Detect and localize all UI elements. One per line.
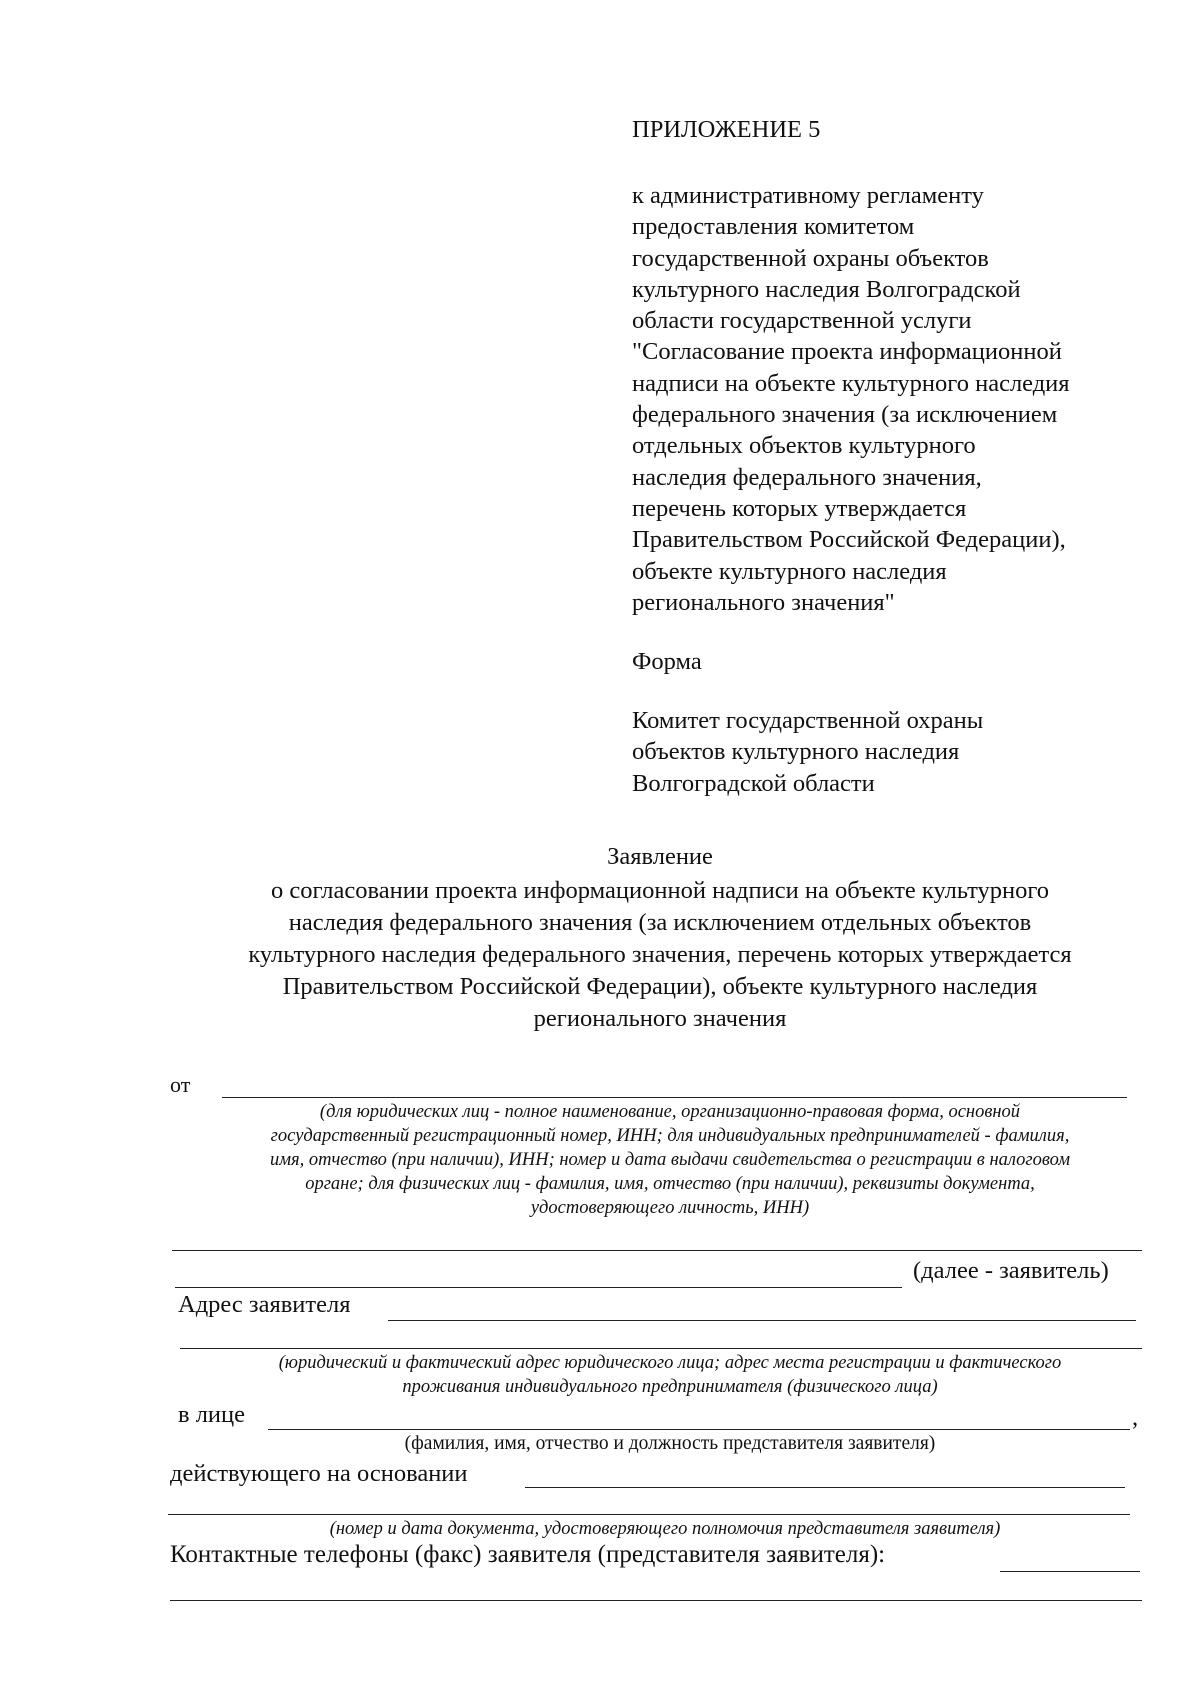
represented-input-line[interactable] xyxy=(268,1429,1130,1430)
applicant-suffix: (далее - заявитель) xyxy=(913,1257,1109,1284)
form-label: Форма xyxy=(632,648,702,675)
phones-label: Контактные телефоны (факс) заявителя (представителя заявителя): xyxy=(170,1541,886,1568)
hint-line: удостоверяющего личность, ИНН) xyxy=(530,1198,810,1218)
appendix-description xyxy=(632,180,1192,618)
from-hint xyxy=(150,1100,1190,1220)
from-label: от xyxy=(170,1072,191,1097)
address-input-line-2[interactable] xyxy=(180,1348,1142,1349)
subtitle-line: культурного наследия федерального значения, перечень которых утверждается xyxy=(248,941,1072,968)
application-title: Заявление xyxy=(607,843,713,870)
appendix-line: отдельных объектов культурного xyxy=(632,432,976,460)
basis-hint: (номер и дата документа, удостоверяющего полномочия представителя заявителя) xyxy=(329,1519,1001,1539)
appendix-line: перечень которых утверждается xyxy=(632,494,967,522)
subtitle-line: Правительством Российской Федерации), объекте культурного наследия xyxy=(282,973,1038,1000)
recipient-line: Волгоградской области xyxy=(632,769,875,797)
basis-input-line-1[interactable] xyxy=(525,1487,1125,1488)
appendix-line: государственной охраны объектов xyxy=(632,244,989,272)
appendix-line: "Согласование проекта информационной xyxy=(632,338,1062,366)
appendix-line: культурного наследия Волгоградской xyxy=(632,275,1021,303)
applicant-input-line-2[interactable] xyxy=(175,1287,902,1288)
basis-label: действующего на основании xyxy=(170,1460,468,1487)
address-label: Адрес заявителя xyxy=(178,1291,351,1318)
phones-input-line-1[interactable] xyxy=(1000,1571,1140,1572)
applicant-input-line-1[interactable] xyxy=(172,1250,1142,1251)
appendix-line: к административному регламенту xyxy=(632,182,984,209)
represented-label: в лице xyxy=(178,1401,246,1428)
appendix-line: объекте культурного наследия xyxy=(632,557,947,585)
address-hint xyxy=(150,1351,1190,1399)
appendix-line: регионального значения" xyxy=(632,588,895,616)
subtitle-line: регионального значения xyxy=(533,1005,787,1032)
appendix-heading: ПРИЛОЖЕНИЕ 5 xyxy=(632,116,821,143)
phones-input-line-2[interactable] xyxy=(170,1600,1142,1601)
basis-input-line-2[interactable] xyxy=(168,1514,1130,1515)
hint-line: имя, отчество (при наличии), ИНН; номер и дата выдачи свидетельства о регистрации в налоговом xyxy=(269,1150,1071,1170)
appendix-line: Правительством Российской Федерации), xyxy=(632,526,1066,554)
hint-line: проживания индивидуального предпринимателя (физического лица) xyxy=(402,1377,938,1397)
appendix-line: предоставления комитетом xyxy=(632,213,915,241)
appendix-line: области государственной услуги xyxy=(632,307,972,335)
appendix-line: наследия федерального значения, xyxy=(632,463,982,491)
hint-line: государственный регистрационный номер, ИНН; для индивидуальных предпринимателей - фамилия, xyxy=(270,1126,1070,1146)
appendix-line: федерального значения (за исключением xyxy=(632,401,1058,429)
represented-comma: , xyxy=(1132,1404,1139,1431)
recipient-block xyxy=(632,705,983,799)
subtitle-line: о согласовании проекта информационной надписи на объекте культурного xyxy=(270,877,1050,904)
recipient-line: Комитет государственной охраны xyxy=(632,707,984,734)
address-input-line-1[interactable] xyxy=(388,1320,1136,1321)
represented-hint: (фамилия, имя, отчество и должность представителя заявителя) xyxy=(404,1433,936,1454)
hint-line: органе; для физических лиц - фамилия, имя, отчество (при наличии), реквизиты документа, xyxy=(305,1174,1035,1194)
subtitle-line: наследия федерального значения (за исключением отдельных объектов xyxy=(288,909,1032,936)
appendix-line: надписи на объекте культурного наследия xyxy=(632,369,1070,397)
from-input-line[interactable] xyxy=(222,1097,1127,1098)
application-subtitle xyxy=(130,875,1190,1035)
recipient-line: объектов культурного наследия xyxy=(632,738,960,766)
hint-line: (для юридических лиц - полное наименование, организационно-правовая форма, основной xyxy=(319,1102,1021,1122)
hint-line: (юридический и фактический адрес юридического лица; адрес места регистрации и фактического xyxy=(278,1353,1062,1373)
